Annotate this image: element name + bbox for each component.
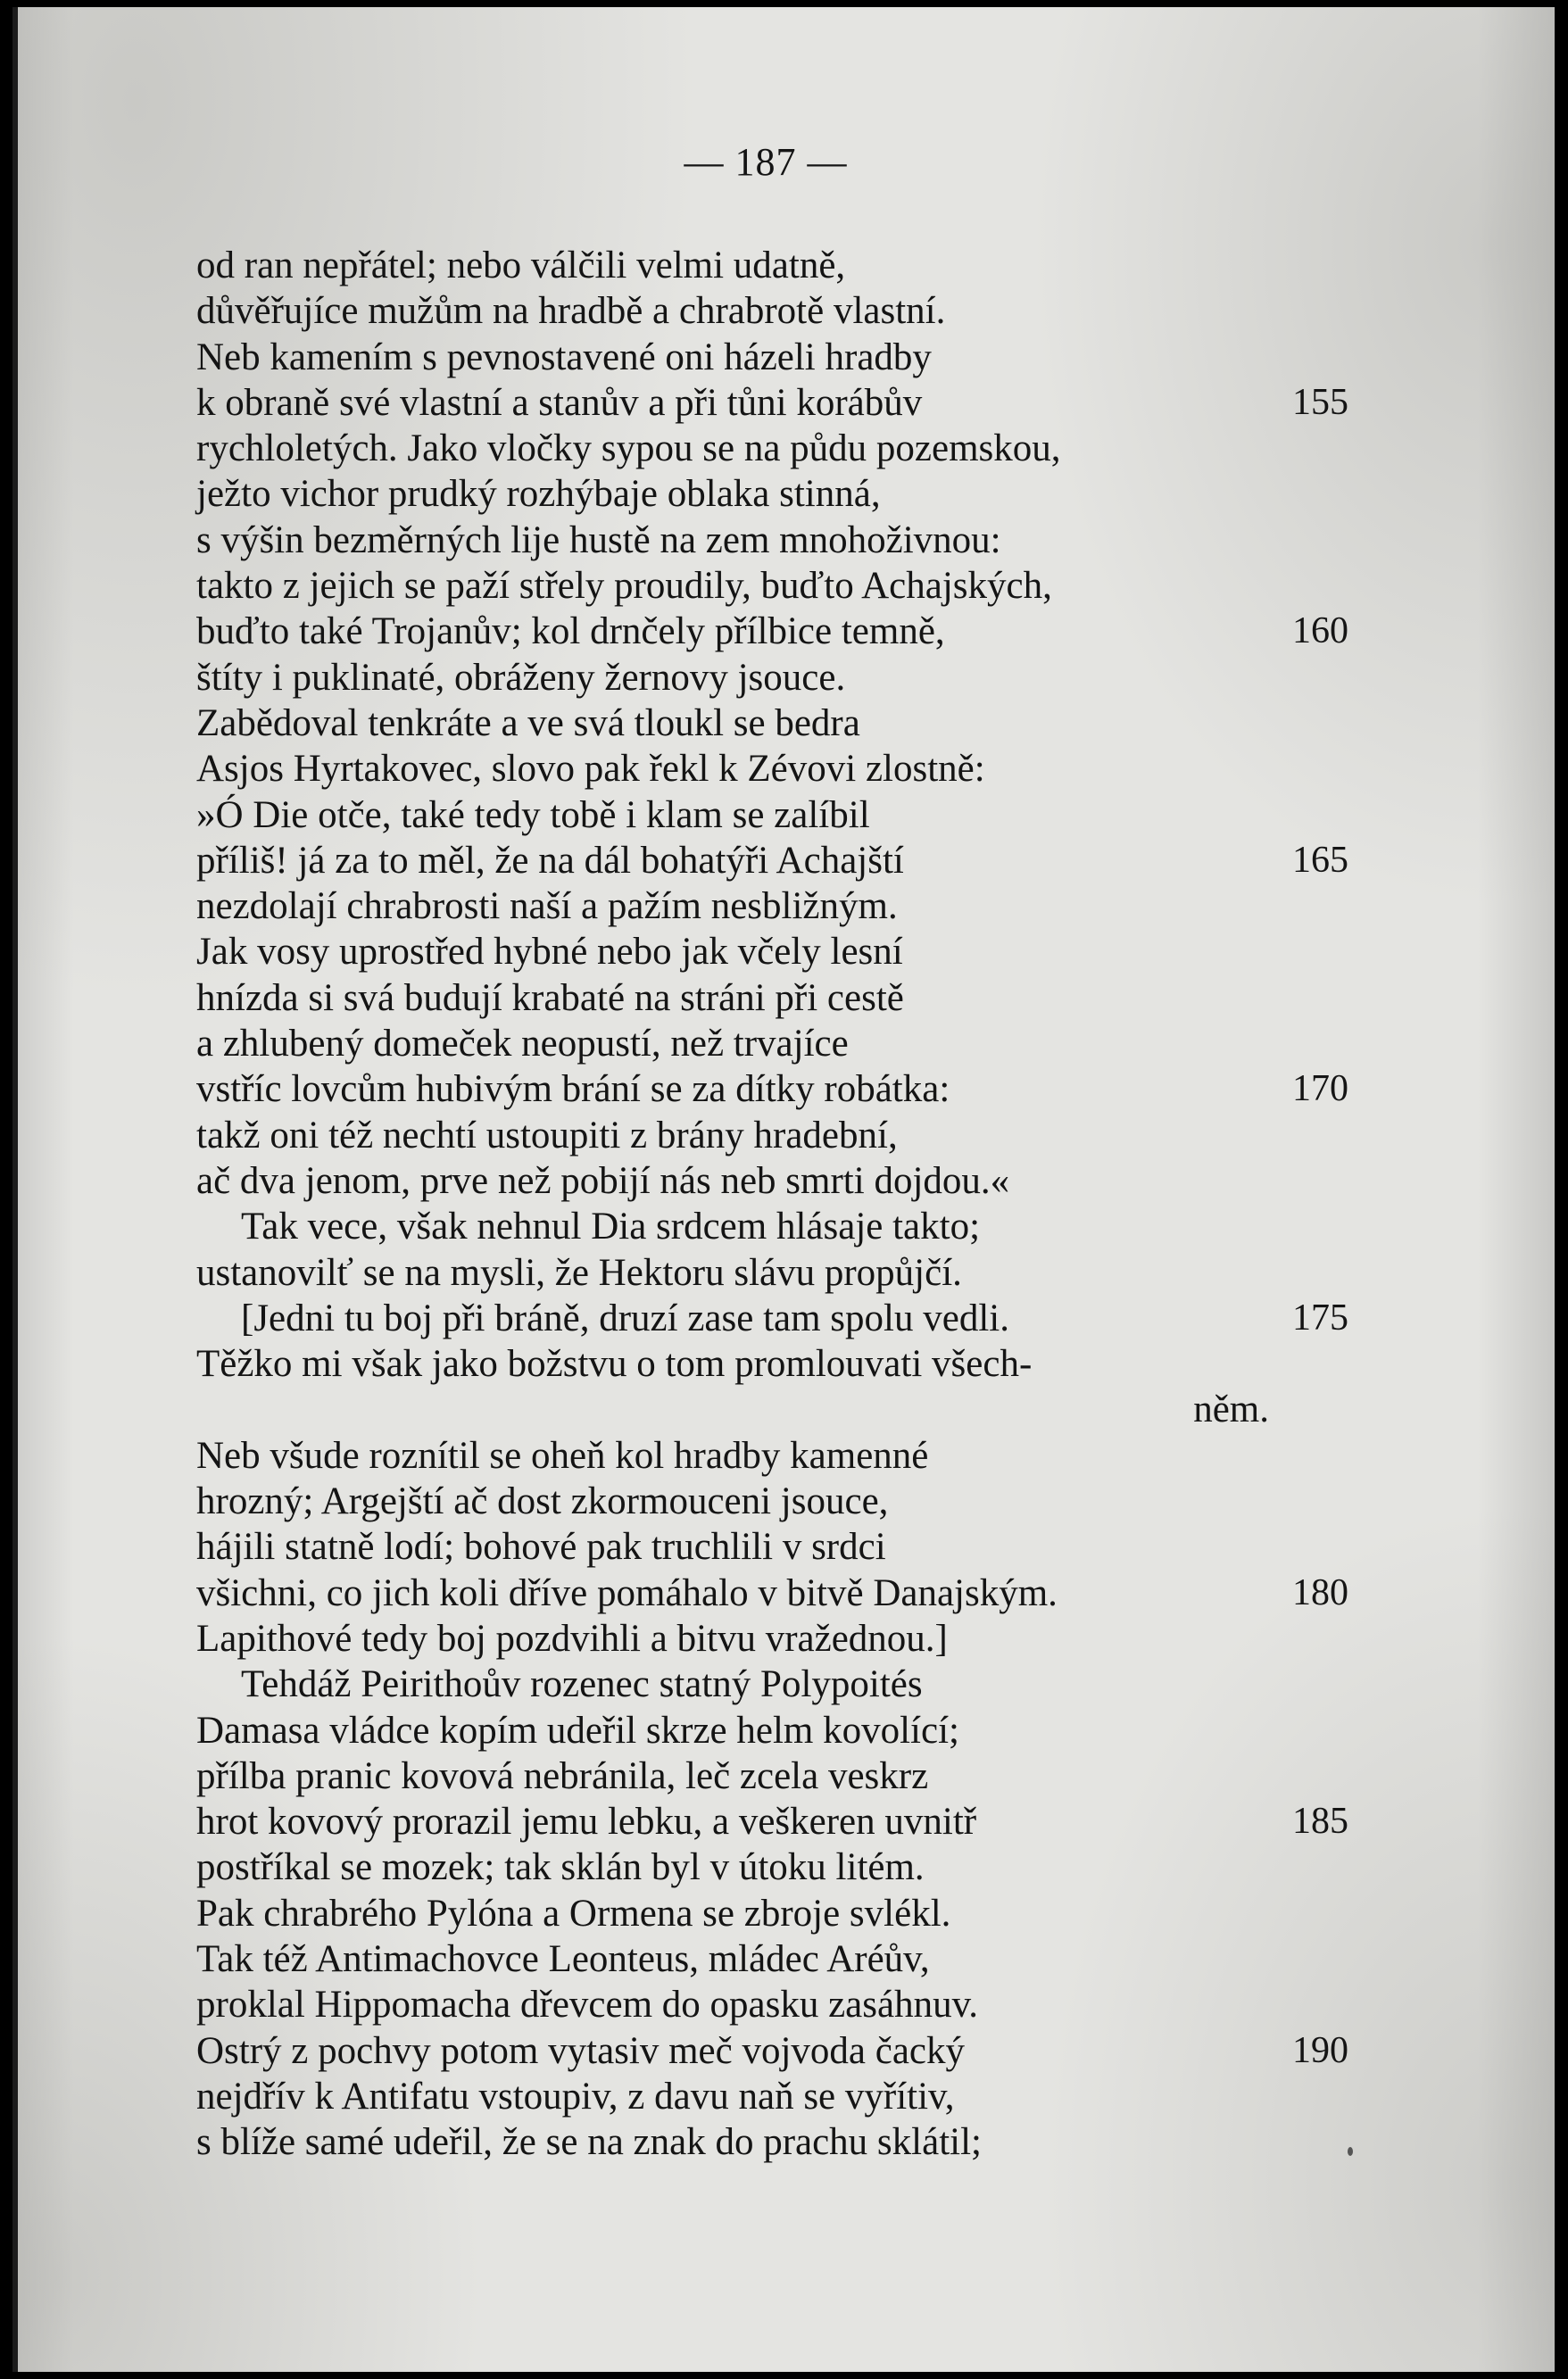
verse-line bbox=[196, 380, 1356, 426]
verse-text: štíty i puklinaté, obráženy žernovy jsouce. bbox=[196, 656, 846, 699]
verse-text: Lapithové tedy boj pozdvihli a bitvu vražednou.] bbox=[196, 1617, 948, 1660]
verse-text: buďto také Trojanův; kol drnčely přílbice temně, bbox=[196, 610, 945, 653]
verse-line bbox=[196, 426, 1356, 471]
verse-text: postříkal se mozek; tak sklán byl v útoku litém. bbox=[196, 1846, 925, 1889]
verse-text: hrot kovový prorazil jemu lebku, a veškeren uvnitř bbox=[196, 1801, 977, 1844]
verse-text: Jak vosy uprostřed hybné nebo jak včely lesní bbox=[196, 931, 903, 974]
verse-line bbox=[196, 1982, 1356, 2027]
verse-line bbox=[196, 1433, 1356, 1479]
verse-text: všichni, co jich koli dříve pomáhalo v bitvě Danajským. bbox=[196, 1571, 1058, 1614]
verse-text: Asjos Hyrtakovec, slovo pak řekl k Zévovi zlostně: bbox=[196, 748, 985, 791]
verse-line bbox=[196, 1799, 1356, 1844]
verse-line bbox=[196, 288, 1356, 334]
line-number: 190 bbox=[1292, 2029, 1348, 2071]
verse-text: příliš! já za to měl, že na dál bohatýři Achajští bbox=[196, 839, 904, 882]
verse-text: s výšin bezměrných lije hustě na zem mnohoživnou: bbox=[196, 518, 1001, 561]
verse-line bbox=[196, 2119, 1356, 2165]
verse-text: ač dva jenom, prve než pobijí nás neb smrti dojdou.« bbox=[196, 1159, 1010, 1202]
verse-text: vstříc lovcům hubivým brání se za dítky robátka: bbox=[196, 1068, 950, 1111]
verse-line bbox=[196, 2028, 1356, 2074]
verse-text: Tak též Antimachovce Leonteus, mládec Aréův, bbox=[196, 1937, 930, 1980]
verse-line bbox=[196, 1158, 1356, 1204]
verse-line bbox=[196, 518, 1356, 563]
verse-text: hnízda si svá budují krabaté na stráni při cestě bbox=[196, 976, 904, 1019]
verse-line bbox=[196, 1708, 1356, 1753]
verse-text: Neb všude roznítil se oheň kol hradby kamenné bbox=[196, 1434, 929, 1477]
line-number: 155 bbox=[1292, 381, 1348, 423]
verse-text: Pak chrabrého Pylóna a Ormena se zbroje svlékl. bbox=[196, 1892, 951, 1935]
verse-text: Ostrý z pochvy potom vytasiv meč vojvoda čacký bbox=[196, 2029, 965, 2072]
line-number: 160 bbox=[1292, 610, 1348, 652]
verse-line bbox=[196, 471, 1356, 517]
verse-line bbox=[196, 2074, 1356, 2119]
line-number: 185 bbox=[1292, 1801, 1348, 1843]
verse-line bbox=[196, 1021, 1356, 1066]
verse-text: a zhlubený domeček neopustí, než trvajíce bbox=[196, 1023, 849, 1065]
poem-text-block bbox=[196, 243, 1356, 2165]
verse-text: [Jedni tu boj při bráně, druzí zase tam spolu vedli. bbox=[241, 1297, 1009, 1339]
verse-line bbox=[196, 243, 1356, 288]
verse-text: Zabědoval tenkráte a ve svá tloukl se bedra bbox=[196, 701, 860, 744]
verse-line bbox=[196, 1524, 1356, 1570]
verse-line bbox=[196, 1936, 1356, 1982]
verse-line bbox=[196, 335, 1356, 380]
verse-line bbox=[196, 1891, 1356, 1936]
verse-line bbox=[196, 1250, 1356, 1296]
verse-line bbox=[196, 1616, 1356, 1662]
verse-text: rychloletých. Jako vločky sypou se na půdu pozemskou, bbox=[196, 427, 1061, 470]
verse-line bbox=[196, 1844, 1356, 1890]
verse-text: nejdřív k Antifatu vstoupiv, z davu naň se vyřítiv, bbox=[196, 2075, 955, 2118]
verse-text: takto z jejich se paží střely proudily, buďto Achajských, bbox=[196, 565, 1052, 608]
verse-text: Těžko mi však jako božstvu o tom promlouvati všech- bbox=[196, 1343, 1033, 1386]
verse-line bbox=[196, 1571, 1356, 1616]
verse-text: hájili statně lodí; bohové pak truchlili v srdci bbox=[196, 1526, 886, 1569]
verse-line bbox=[196, 1341, 1356, 1387]
verse-line bbox=[196, 700, 1356, 746]
verse-line bbox=[196, 929, 1356, 974]
verse-line bbox=[196, 1479, 1356, 1524]
verse-text: důvěřujíce mužům na hradbě a chrabrotě vlastní. bbox=[196, 290, 946, 333]
verse-line bbox=[196, 563, 1356, 609]
verse-text: takž oni též nechtí ustoupiti z brány hradební, bbox=[196, 1114, 898, 1156]
verse-line bbox=[196, 1066, 1356, 1112]
verse-line bbox=[196, 746, 1356, 792]
verse-text: něm. bbox=[1193, 1388, 1269, 1431]
line-number: 175 bbox=[1292, 1297, 1348, 1339]
line-number: 165 bbox=[1292, 839, 1348, 881]
page-edge-shadow bbox=[12, 7, 18, 2372]
verse-line bbox=[196, 1662, 1356, 1707]
verse-text: od ran nepřátel; nebo válčili velmi udatně, bbox=[196, 245, 846, 286]
verse-line bbox=[196, 975, 1356, 1021]
verse-line bbox=[196, 1296, 1356, 1341]
verse-line bbox=[196, 1113, 1356, 1158]
verse-line bbox=[196, 609, 1356, 654]
verse-line bbox=[196, 883, 1356, 929]
verse-text: Tak vece, však nehnul Dia srdcem hlásaje takto; bbox=[241, 1206, 981, 1248]
verse-line bbox=[196, 655, 1356, 700]
page-number: — 187 — bbox=[684, 140, 848, 184]
verse-text: hrozný; Argejští ač dost zkormouceni jsouce, bbox=[196, 1480, 889, 1523]
line-number: 170 bbox=[1292, 1068, 1348, 1110]
verse-text: přílba pranic kovová nebránila, leč zcela veskrz bbox=[196, 1754, 929, 1797]
verse-text: »Ó Die otče, také tedy tobě i klam se zalíbil bbox=[196, 793, 870, 836]
verse-text: nezdolají chrabrosti naší a pažím nesbližným. bbox=[196, 885, 898, 928]
verse-line bbox=[196, 792, 1356, 838]
verse-line bbox=[196, 1204, 1356, 1249]
book-page bbox=[12, 7, 1555, 2372]
verse-text: Neb kamením s pevnostavené oni házeli hradby bbox=[196, 336, 932, 378]
verse-line bbox=[196, 1753, 1356, 1799]
line-number: 180 bbox=[1292, 1571, 1348, 1613]
verse-text: ježto vichor prudký rozhýbaje oblaka stinná, bbox=[196, 473, 881, 516]
verse-text: ustanovilť se na mysli, že Hektoru slávu propůjčí. bbox=[196, 1251, 962, 1294]
verse-text: k obraně své vlastní a stanův a při tůni korábův bbox=[196, 381, 923, 424]
verse-line bbox=[196, 838, 1356, 883]
verse-line bbox=[196, 1387, 1269, 1432]
verse-text: Tehdáž Peirithoův rozenec statný Polypoités bbox=[241, 1663, 923, 1706]
verse-text: Damasa vládce kopím udeřil skrze helm kovolící; bbox=[196, 1709, 959, 1752]
verse-text: proklal Hippomacha dřevcem do opasku zasáhnuv. bbox=[196, 1984, 979, 2027]
print-speck bbox=[1348, 2147, 1353, 2156]
verse-text: s blíže samé udeřil, že se na znak do prachu sklátil; bbox=[196, 2121, 982, 2164]
